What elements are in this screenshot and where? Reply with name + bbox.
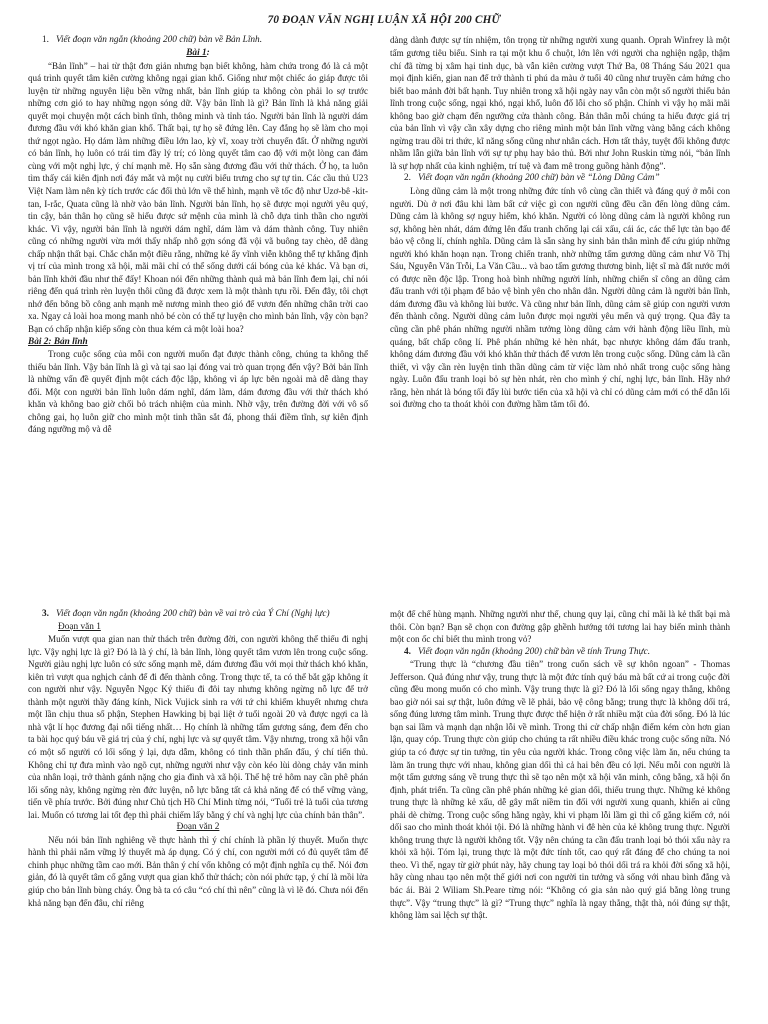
essay-item-1-title: Viết đoạn văn ngắn (khoảng 200 chữ) bàn về Bản Lĩnh.: [55, 35, 263, 46]
essay-item-4-paragraph: “Trung thực là “chương đầu tiên” trong cuốn sách về sự khôn ngoan” - Thomas Jefferson. Quả đúng như vậy, trung thực là một đức tính quý báu mà bất cứ ai trong cuộc đời cũng đều mong muốn có cho mình. Vậy trung thực là gì? Đó là lối sống ngay thẳng, không bao giờ nói sai sự thật, luôn đứng về lẽ phải, bảo vệ công bằng; trung thực là không dối trá, sống đúng lương tâm mình. Trung thực được thể hiện ở rất nhiều mặt của đời sống. Đó là lúc bạn sai lầm và mạnh dạn nhận lỗi về mình. Trong thi cử chấp nhận điểm kém còn hơn gian lận, quay cóp. Trung thực còn giúp cho chúng ta rất nhiều điều khác trong cuộc sống nữa. Nó giúp ta có được sự tin tưởng, tin yêu của người khác. Trong công việc làm ăn, nếu chúng ta làm ăn trung thực với nhau, không gian dối thì cả hai bên đều có lợi. Nếu mỗi con người là một tấm gương sáng về trung thực thì sẽ tạo nên một xã hội văn minh, công bằng, xã hội ổn định, phát triển. Ta cũng cần phê phán những kẻ gian dối, thiếu trung thực. Những kẻ không trung thực là những kẻ xấu, dễ gây mất niềm tin đối với người xung quanh, khiến ai cũng phải dè chừng. Trong cuộc sống hằng ngày, khi vi phạm lỗi lầm gì thì cố gắng kiếm cớ, nói dối sao cho mình thoát khỏi tội. Đó là những hành vi đê hèn của kẻ không trung thực. Người không trung thực là người không tốt. Vậy nên chúng ta cần đấu tranh loại bỏ thói xấu này ra khỏi xã hội. Tóm lại, trung thực là một đức tính tốt, cao quý rất đáng để cho chúng ta noi theo. Vì thế, ngay từ giờ phút này, hãy chung tay loại bỏ thói dối trá ra khỏi đời sống xã hội, hãy cùng nhau tạo nên một thế giới nơi con người tin tưởng và sống với nhau bình đẳng và bác ái. Bài 2 Wiliam Sh.Peare từng nói: “Không có gia sản nào quý giá bằng lòng trung thực”. Vậy “trung thực” là gì? “Trung thực” nghĩa là ngay thẳng, thật thà, nói đúng sự thật, không làm sai lệch sự thật.: [390, 659, 730, 921]
bai-2-paragraph-continued: dàng dành được sự tín nhiệm, tôn trọng từ những người xung quanh. Oprah Winfrey là một tấm gương tiêu biểu. Sinh ra tại một khu ổ chuột, lớn lên với người cha nghiện ngập, thậm chí đã từng bị xâm hại tinh dục, bà vẫn kiên cường vượt Thứ Ba, 08 Tháng Sáu 2021 qua mọi định kiến, gian nan để trở thành tỉ phú da màu ở tuổi 40 cũng như truyền cảm hứng cho biết bao mảnh đời bất hạnh. Tuy nhiên trong xã hội ngày nay vẫn còn một số người thiếu bản lĩnh trong cuộc sống, ngại khó, ngại khổ, luôn đổ lỗi cho số phận. Chính vì vậy họ mãi mãi không bao giờ chạm đến ngưỡng cửa thành công. Bản thân mỗi chúng ta hiểu được giá trị của bản lĩnh vì vậy cần xây dựng cho riêng mình một bản lĩnh vững vàng bằng cách không ngừng trau dồi tri thức, kĩ năng sống cũng như nhân cách. Hơn tất thảy, tuyệt đối không được nhầm lẫn giữa bản lĩnh với sự tự phụ hay bảo thủ. Bởi như John Ruskin từng nói, “bản lĩnh là sự hợp nhất của kinh nghiệm, trí tuệ và đam mê trong guồng hành động”.: [390, 35, 730, 171]
bai-1-paragraph: “Bản lĩnh” – hai từ thật đơn giản nhưng bạn biết không, hàm chứa trong đó là cả một quá trình quyết tâm kiên cường không ngại gian khổ. Giống như một chiếc áo giáp được tôi luyện từ những nguyên liệu bền vững nhất, bản lĩnh giúp ta không còn phải lo sợ trước những cơn gió to hay những ngọn sóng dữ. Vậy bản lĩnh là gì? Bản lĩnh là khả năng giải quyết mọi chuyện một cách bình tĩnh, thông minh và tỉnh táo. Người bản lĩnh là người dám đương đầu với khó khăn gian khổ. Thất bại, tự họ sẽ đứng lên. Cay đắng họ sẽ làm cho mọi thứ ngọt ngào. Họ dám làm những điều lớn lao, kỳ vĩ, xoay trời chuyển đất. Ở những người có bản lĩnh, họ luôn có trái tim đầy lý trí; có lòng quyết tâm cao độ với một lòng can đảm cùng với một nghị lực, ý chí mạnh mẽ. Họ sẵn sàng đương đầu với thử thách. Ở họ, ta luôn tìm thấy cái kiên định nơi đáy mắt và một nụ cười biểu trưng cho sự tự tin. Các cầu thủ U23 Việt Nam làm nên kỳ tích trước các đối thủ lớn về thể hình, mạnh về tốc độ như Uzơ-bê -kit- tan, I-rắc, Quata cũng là nhờ vào bản lĩnh. Người bản lĩnh, họ sẽ được mọi người yêu quý, tin cậy, bản thân họ cũng sẽ hiểu được sứ mệnh của mình là chỗ dựa tinh thần cho người khác. Vì vậy, người bản lĩnh là người dám nghĩ, dám làm và dám thành công. Tuy nhiên cũng có những người vừa mới thấy nhấp nhô gợn sóng đã vội vã buông tay chèo, dễ dàng chấp nhận thất bại. Chắc chắn một điều rằng, những kẻ ấy vĩnh viễn không thể tự khẳng định vị trí của mình trong xã hội, mãi mãi chỉ có thể sống dưới cái bóng của kẻ khác. Và bạn ơi, bản lĩnh khởi đầu như thế đấy! Khoan nói đến những thành quả mà bản lĩnh đem lại, chỉ nói riêng đến quá trình rèn luyện thôi cũng đã được xem là một thành tựu rồi. Đến đây, tôi chợt nhớ đến bông bồ công anh mạnh mẽ nương mình theo gió để vươn đến những chân trời cao xa. Ngay cả loài hoa mong manh nhỏ bé còn có thể tự luyện cho mình bản lĩnh, vậy còn bạn? Bạn có chấp nhận kiếp sống còn thua kém cả một loài hoa?: [28, 60, 368, 335]
bai-1-heading: Bài 1:: [186, 47, 210, 58]
bottom-left-column: [28, 608, 368, 909]
essay-item-3-title: Viết đoạn văn ngắn (khoảng 200 chữ) bàn về vai trò của Ý Chí (Nghị lực): [55, 609, 330, 619]
document-page-bottom: [0, 600, 768, 1024]
essay-item-3-number: 3.: [42, 609, 49, 619]
essay-item-2-title: Viết đoạn văn ngắn (khoảng 200 chữ) bàn về “Lòng Dũng Cảm”: [417, 173, 660, 184]
essay-item-2-heading: [390, 172, 730, 185]
doan-van-1-paragraph: Muốn vượt qua gian nan thử thách trên đường đời, con người không thể thiếu đi nghị lực. Vậy nghị lực là gì? Đó là là ý chí, là bản lĩnh, lòng quyết tâm vươn lên trong cuộc sống. Người giàu nghị lực luôn có sức sống mạnh mẽ, dám đương đầu với mọi thử thách khó khăn, kiên trì vượt qua nghịch cảnh để đi đến thành công. Trong thực tế, ta có thể bắt gặp không ít con người như vậy. Nguyễn Ngọc Ký thiếu đi đôi tay nhưng không ngừng nỗ lực để trở thành một người thầy đáng kính, Nick Vujick sinh ra với tứ chi khiếm khuyết nhưng chưa một lần chịu thua số phận, Stephen Hawking bị bại liệt ở tuổi ngoài 20 và được ngợi ca là nhà vật lí học đương đại nổi tiếng nhất… Họ chính là những tấm gương sáng, đem đến cho ta bài học quý báu về giá trị của ý chí, nghị lực và sự quyết tâm. Vậy nhưng, trong xã hội vẫn có một số người có lối sống ỷ lại, dựa dẫm, không có tinh thần phấn đấu, ý chí tiến thủ. Không chỉ tự đưa mình vào ngõ cụt, những người như vậy còn kéo lùi dòng chảy văn minh của nhân loại, trở thành gánh nặng cho gia đình và xã hội. Thế hệ trẻ hôm nay cần phê phán lối sống này, không ngừng rèn đức luyện, nỗ lực bằng tất cả khả năng để có thể vững vàng, tiến về phía trước. Bởi đúng như Chủ tịch Hồ Chí Minh từng nói, “Tuổi trẻ là tuổi của tương lai. Muốn có tương lai tốt đẹp thì phải chiếm lấy bằng ý chí và nghị lực của chính bản thân”.: [28, 634, 368, 820]
two-column-layout-top: [28, 34, 740, 436]
two-column-layout-bottom: [28, 608, 740, 922]
essay-item-4-number: 4.: [404, 646, 411, 657]
essay-item-2-paragraph: Lòng dũng cảm là một trong những đức tính vô cùng cần thiết và đáng quý ở mỗi con người. Dù ở nơi đâu khi làm bất cứ việc gì con người cũng đều cần đến lòng dũng cảm. Dũng cảm là không sợ nguy hiểm, khó khăn. Người có lòng dũng cảm là người không run sợ, không hèn nhát, dám đứng lên đấu tranh chống lại cái xấu, cái ác, các thế lực tàn bạo để bảo vệ công lí, chính nghĩa. Dũng cảm là sẵn sàng hy sinh bản thân mình để cứu giúp những người khó khăn hoạn nạn. Trong chiến tranh, nhờ những tấm gương dũng cảm như Võ Thị Sáu, Nguyễn Văn Trỗi, La Văn Cầu... và bao tấm gương thương binh, liệt sĩ mà đất nước mới có được nền độc lập. Trong hoà bình những người lính, những chiến sĩ công an dũng cảm đấu tranh với tội phạm để bảo vệ bình yên cho nhân dân. Người dũng cảm là người bản lĩnh, dám đương đầu và không lùi bước. Và cũng như bản lĩnh, dũng cảm sẽ giúp con người vươn đến thành công. Người dũng cảm luôn được mọi người yêu mến và quý trọng. Qua đây ta cũng cần phê phán những người nhầm tưởng lòng dũng cảm với hành động liều lĩnh, mù quáng, bất chấp công lí. Phê phán những kẻ hèn nhát, bạc nhược không dám đấu tranh, không dám đương đầu với khó khăn thử thách để vươn lên trong cuộc sống. Dũng cảm là cần thiết, vì vậy cần rèn luyện tinh thần dũng cảm từ việc làm nhỏ nhất trong cuộc sống hàng ngày. Luôn đấu tranh loại bỏ sự hèn nhát, rèn cho mình ý chí, nghị lực, bản lĩnh. Hãy nhớ rằng, hèn nhát là bóng tối đẩy lùi bước tiến của xã hội và chỉ có dũng cảm mới có thể dẫn lối soi đường cho ta thoát khỏi con đường hầm tăm tối đó.: [390, 186, 730, 410]
doan-van-1-heading: Đoạn văn 1: [58, 621, 101, 632]
doan-van-2-paragraph-continued: một đế chế hùng mạnh. Những người như thế, chung quy lại, cũng chỉ mãi là kẻ thất bại mà thôi. Còn bạn? Bạn sẽ chọn con đường gập ghềnh hướng tới tương lai hay biến mình thành một con ốc chỉ biết thu mình trong vỏ?: [390, 609, 730, 645]
top-left-column: [28, 34, 368, 436]
top-right-column: [390, 34, 730, 410]
bottom-right-column: [390, 608, 730, 922]
essay-item-3-heading: [28, 608, 368, 621]
bai-2-paragraph: Trong cuộc sống của mỗi con người muốn đạt được thành công, chúng ta không thể thiếu bản lĩnh. Vậy bản lĩnh là gì và tại sao lại đóng vai trò quan trọng đến vậy? Bởi bản lĩnh là những vấn đề quyết định một cách độc lập, không vì áp lực bên ngoài mà dễ dàng thay đổi. Một con người bản lĩnh luôn dám nghĩ, dám làm, dám đương đầu với thử thách khó khăn và không bao giờ chối bỏ trách nhiệm của mình. Nhờ vậy, trên đường đời với vô số chông gai, họ luôn giữ cho mình một tinh thần sắt đá, phong thái điềm tĩnh, sự kiên định đáng ngưỡng mộ và dễ: [28, 349, 368, 435]
essay-item-4-heading: [390, 646, 730, 659]
document-title: 70 ĐOẠN VĂN NGHỊ LUẬN XÃ HỘI 200 CHỮ: [267, 14, 501, 26]
essay-item-1-number: 1.: [42, 35, 49, 46]
doan-van-2-heading: Đoạn văn 2: [176, 822, 220, 833]
essay-item-4-title: Viết đoạn văn ngắn (khoảng 200) chữ bàn về tính Trung Thực.: [417, 646, 651, 657]
doan-van-2-paragraph: Nếu nói bản lĩnh nghiêng về thực hành thì ý chí chính là phần lý thuyết. Muốn thực hành thì phải nắm vững lý thuyết mà áp dụng. Có ý chí, con người mới có đủ quyết tâm để chinh phục những tầm cao mới. Bản thân ý chí vốn không có một định nghĩa cụ thể. Nói đơn giản, đó là quyết tâm cố gắng vượt qua gian khổ thử thách; còn nói phức tạp, ý chí là mồi lửa giúp cho bản lĩnh bùng cháy. Ông bà ta có câu “có chí thì nên” cũng là vì lẽ đó. Chưa nói đến khả năng bạn đến đâu, chỉ riêng: [28, 834, 368, 908]
bai-2-heading: Bài 2: Bản lĩnh: [28, 336, 88, 347]
essay-item-1-heading: [28, 34, 368, 47]
essay-item-2-number: 2.: [404, 173, 411, 184]
